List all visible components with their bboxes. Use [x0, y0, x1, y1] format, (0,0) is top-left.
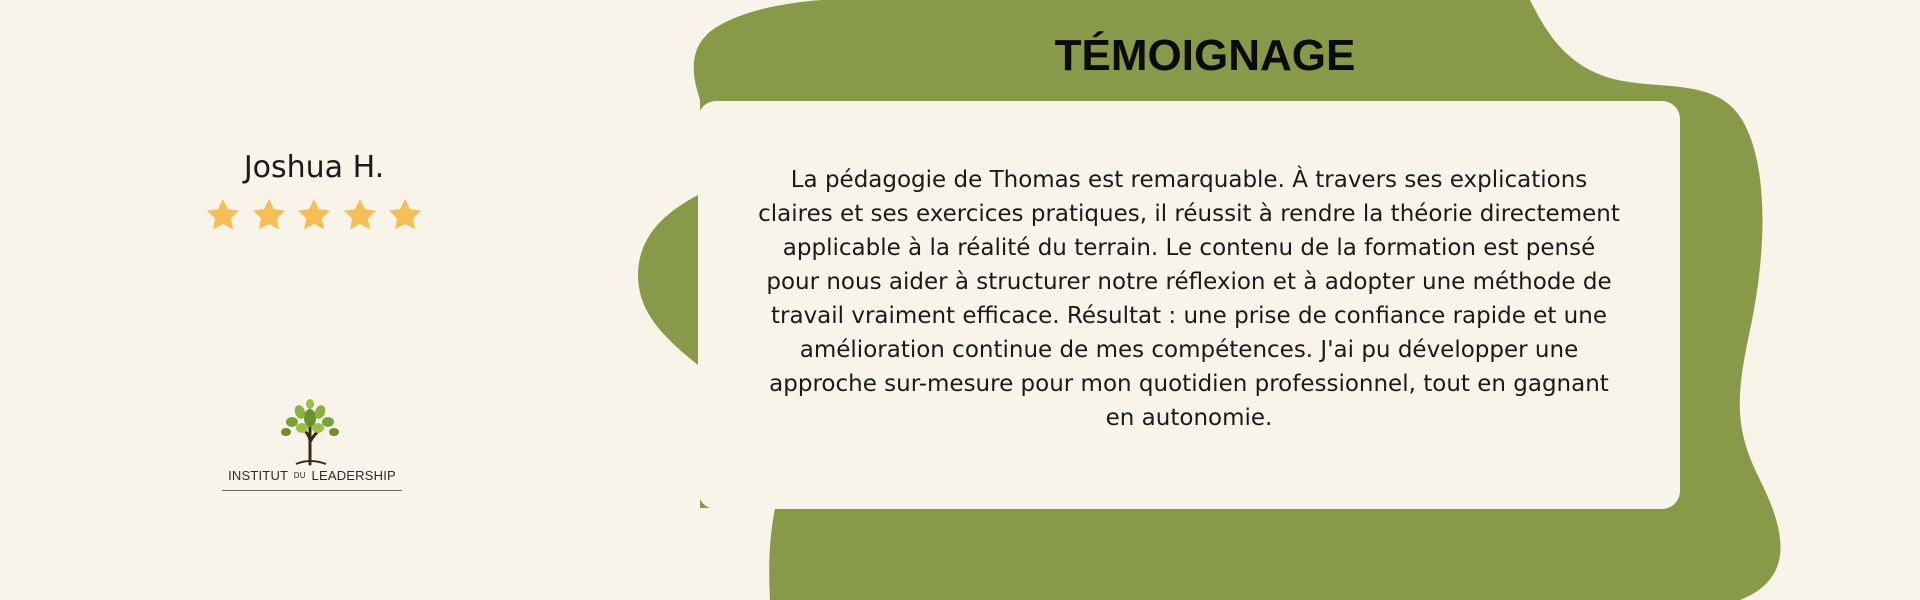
logo-word-leadership: LEADERSHIP: [311, 468, 396, 483]
testimonial-card: [698, 101, 1680, 509]
logo-underline: [222, 490, 402, 491]
star-icon: [204, 196, 242, 234]
star-rating: [204, 196, 424, 244]
testimonial-text: La pédagogie de Thomas est remarquable. À travers ses explications claires et ses exercices pratiques, il réussit à rendre la théorie directement applicable à la réalité du terrain. Le contenu de la formation est pensé pour nous aider à structurer notre réflexion et à adopter une méthode de travail vraiment efficace. Résultat : une prise de confiance rapide et une amélioration continue de mes compétences. J'ai pu développer une approche sur-mesure pour mon quotidien professionnel, tout en gagnant en autonomie.: [758, 167, 1620, 431]
star-icon: [341, 196, 379, 234]
institut-du-leadership-logo: [214, 398, 410, 498]
reviewer-name: Joshua H.: [243, 150, 385, 185]
logo-word-institut: INSTITUT: [228, 468, 288, 483]
logo-word-du: DU: [293, 471, 306, 480]
star-icon: [250, 196, 288, 234]
tree-icon: [214, 398, 410, 468]
logo-wordmark: [214, 468, 410, 484]
star-icon: [295, 196, 333, 234]
star-icon: [386, 196, 424, 234]
page-title: TÉMOIGNAGE: [1054, 31, 1356, 80]
